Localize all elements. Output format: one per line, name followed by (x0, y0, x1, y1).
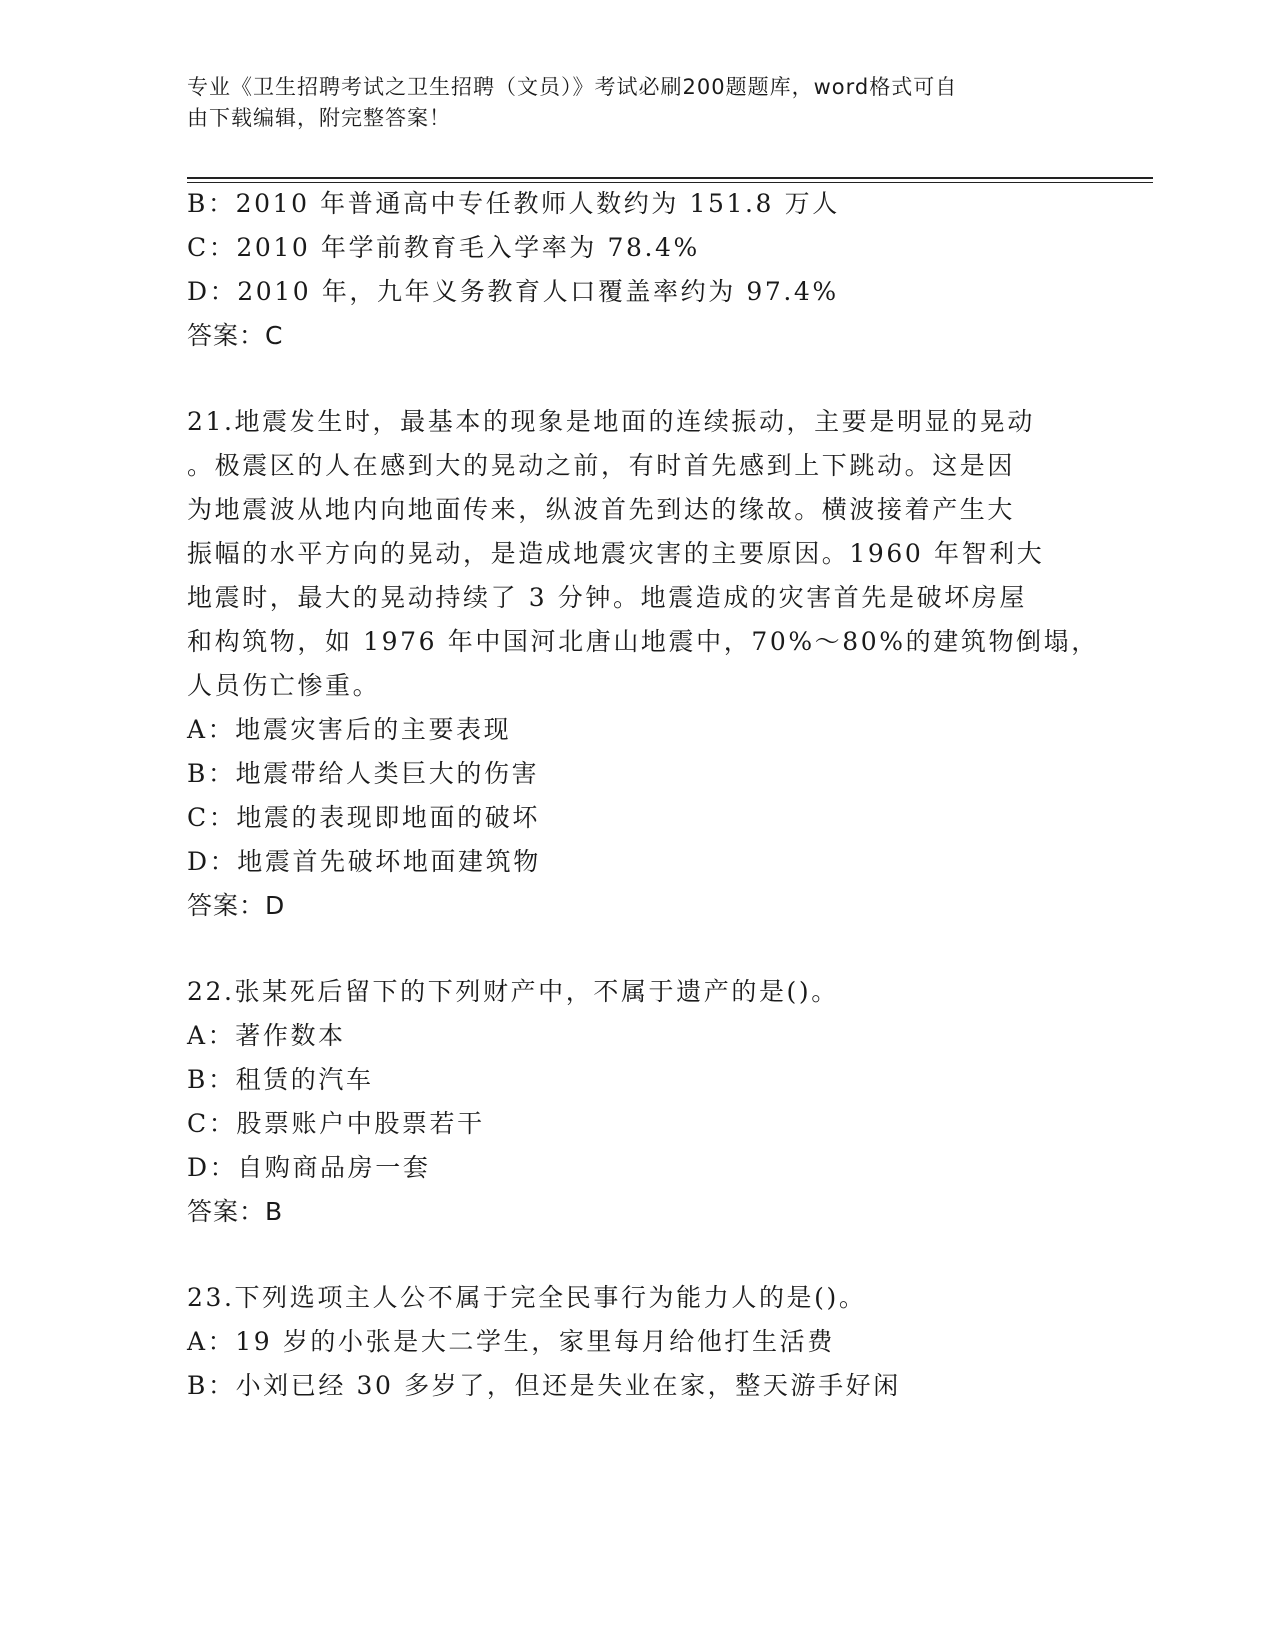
q21-option-d: D：地震首先破坏地面建筑物 (187, 847, 541, 876)
q21-option-b: B：地震带给人类巨大的伤害 (187, 759, 540, 788)
q21-stem-line-3: 为地震波从地内向地面传来，纵波首先到达的缘故。横波接着产生大 (187, 495, 1016, 524)
q21-stem-line-7: 人员伤亡惨重。 (187, 671, 381, 700)
q21-answer: 答案：D (187, 891, 286, 920)
q23-stem: 23.下列选项主人公不属于完全民事行为能力人的是()。 (187, 1283, 867, 1312)
q22-option-a: A：著作数本 (187, 1021, 346, 1050)
header-rule-thin (187, 182, 1153, 183)
header-line-2: 由下载编辑，附完整答案！ (187, 106, 451, 130)
header-line-1: 专业《卫生招聘考试之卫生招聘（文员）》考试必刷200题题库，word格式可自 (187, 75, 958, 99)
q20-answer: 答案：C (187, 321, 284, 350)
q21-option-c: C：地震的表现即地面的破坏 (187, 803, 540, 832)
q21-option-a: A：地震灾害后的主要表现 (187, 715, 512, 744)
q21-stem-line-2: 。极震区的人在感到大的晃动之前，有时首先感到上下跳动。这是因 (187, 451, 1016, 480)
q21-stem-line-5: 地震时，最大的晃动持续了 3 分钟。地震造成的灾害首先是破坏房屋 (187, 583, 1028, 612)
q23-option-b: B：小刘已经 30 多岁了，但还是失业在家，整天游手好闲 (187, 1371, 901, 1400)
q22-option-b: B：租赁的汽车 (187, 1065, 374, 1094)
document-header (187, 72, 1067, 134)
q22-stem: 22.张某死后留下的下列财产中，不属于遗产的是()。 (187, 977, 839, 1006)
q21-stem-line-1: 21.地震发生时，最基本的现象是地面的连续振动，主要是明显的晃动 (187, 407, 1035, 436)
q21-stem-line-6: 和构筑物，如 1976 年中国河北唐山地震中，70%～80%的建筑物倒塌， (187, 627, 1099, 656)
q21-stem-line-4: 振幅的水平方向的晃动，是造成地震灾害的主要原因。1960 年智利大 (187, 539, 1045, 568)
q23-option-a: A：19 岁的小张是大二学生，家里每月给他打生活费 (187, 1327, 835, 1356)
q20-option-c: C：2010 年学前教育毛入学率为 78.4% (187, 233, 700, 262)
q22-option-d: D：自购商品房一套 (187, 1153, 431, 1182)
q20-option-d: D：2010 年，九年义务教育人口覆盖率约为 97.4% (187, 277, 839, 306)
q22-option-c: C：股票账户中股票若干 (187, 1109, 485, 1138)
header-rule-thick (187, 177, 1153, 179)
q20-option-b: B：2010 年普通高中专任教师人数约为 151.8 万人 (187, 189, 840, 218)
q22-answer: 答案：B (187, 1197, 284, 1226)
